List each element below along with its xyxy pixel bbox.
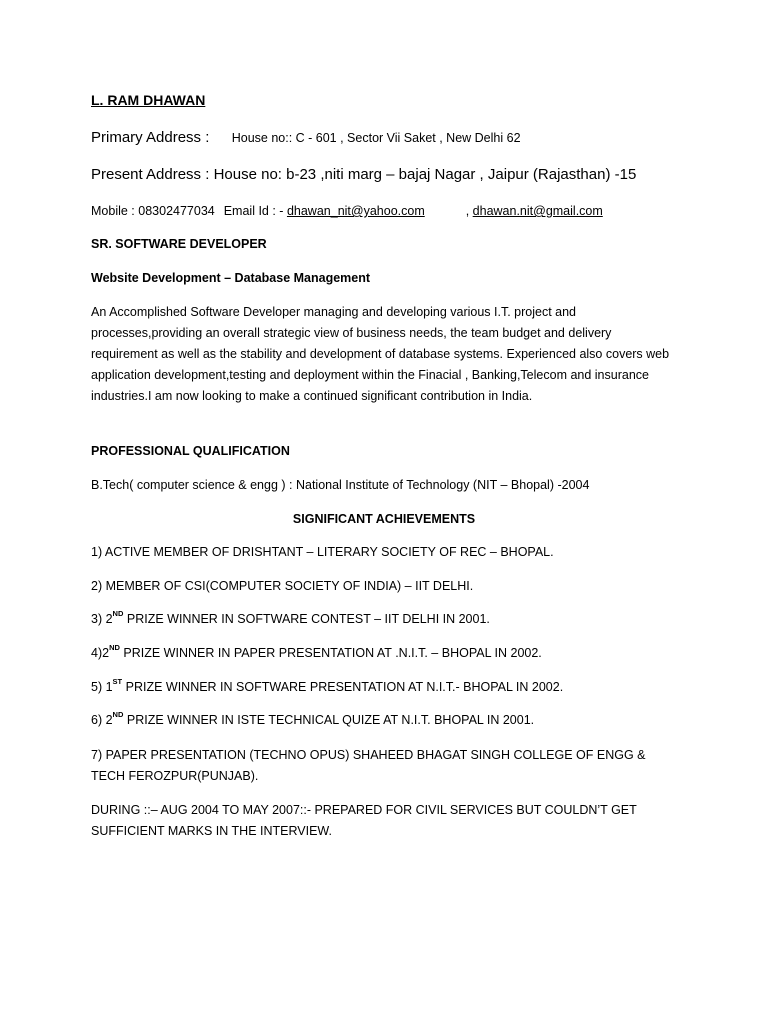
during-note: DURING ::– AUG 2004 TO MAY 2007::- PREPARED FOR CIVIL SERVICES BUT COULDN’T GET SUFFICIENT MARKS IN THE INTERVIEW. [91,803,637,838]
achievement-item [91,579,473,593]
candidate-name: L. RAM DHAWAN [91,92,206,108]
achievement-item [91,545,554,559]
achievement-text: 5) 1 [91,680,113,694]
email-link-yahoo[interactable]: dhawan_nit@yahoo.com [286,204,425,218]
ordinal-suffix: ST [112,677,123,686]
email-separator: , [465,204,470,218]
email-link-gmail[interactable]: dhawan.nit@gmail.com [472,204,603,218]
achievement-text: PRIZE WINNER IN ISTE TECHNICAL QUIZE AT N.I.T. BHOPAL IN 2001. [123,713,535,727]
primary-address [91,129,521,146]
achievements-heading: SIGNIFICANT ACHIEVEMENTS [292,512,476,526]
professional-summary: An Accomplished Software Developer managing and developing various I.T. project and processes,providing an overall strategic view of business needs, the team budget and delivery requirement as well as the stability and development of database systems. Experienced also covers web application development,testing and deployment within the Finacial , Banking,Telecom and insurance industries.I am now looking to make a continued significant contribution in India. [91,305,670,403]
achievement-item [91,609,490,626]
achievement-text: 1) ACTIVE MEMBER OF DRISHTANT – LITERARY SOCIETY OF REC – BHOPAL. [91,545,554,559]
institute: National Institute of Technology (NIT – Bhopal) -2004 [295,478,590,492]
mobile-number: 08302477034 [138,204,215,218]
qualification-heading: PROFESSIONAL QUALIFICATION [91,444,290,458]
email-label: Email Id : - [223,204,284,218]
achievement-item [91,710,535,727]
qualification-line [91,478,589,492]
achievement-item [91,643,542,660]
achievement-text: PRIZE WINNER IN SOFTWARE CONTEST – IIT DELHI IN 2001. [123,612,490,626]
ordinal-suffix: ND [112,710,124,719]
primary-address-label: Primary Address : [91,129,210,146]
qualification-separator: : [285,478,296,492]
achievement-text: PRIZE WINNER IN SOFTWARE PRESENTATION AT N.I.T.- BHOPAL IN 2002. [122,680,564,694]
designation: SR. SOFTWARE DEVELOPER [91,237,267,251]
achievement-text: 4)2 [91,646,110,660]
degree: B.Tech( computer science & engg ) [91,478,286,492]
present-address [91,166,636,183]
achievement-text: 7) PAPER PRESENTATION (TECHNO OPUS) SHAHEED BHAGAT SINGH COLLEGE OF ENGG & TECH FEROZPUR(PUNJAB). [91,748,646,783]
achievement-text: 2) MEMBER OF CSI(COMPUTER SOCIETY OF INDIA) – IIT DELHI. [91,579,474,593]
achievement-item [91,677,564,694]
ordinal-suffix: ND [109,643,120,652]
contact-line [91,204,603,218]
specialization: Website Development – Database Management [91,271,371,285]
present-address-label: Present Address : [91,166,210,183]
achievement-text: 6) 2 [91,713,113,727]
ordinal-suffix: ND [112,609,124,618]
achievement-item [91,745,681,787]
achievement-text: PRIZE WINNER IN PAPER PRESENTATION AT .N.I.T. – BHOPAL IN 2002. [119,646,542,660]
achievement-text: 3) 2 [91,612,113,626]
primary-address-value: House no:: C - 601 , Sector Vii Saket , New Delhi 62 [231,131,521,145]
mobile-label: Mobile : [91,204,135,218]
present-address-value: House no: b-23 ,niti marg – bajaj Nagar , Jaipur (Rajasthan) -15 [213,166,637,183]
